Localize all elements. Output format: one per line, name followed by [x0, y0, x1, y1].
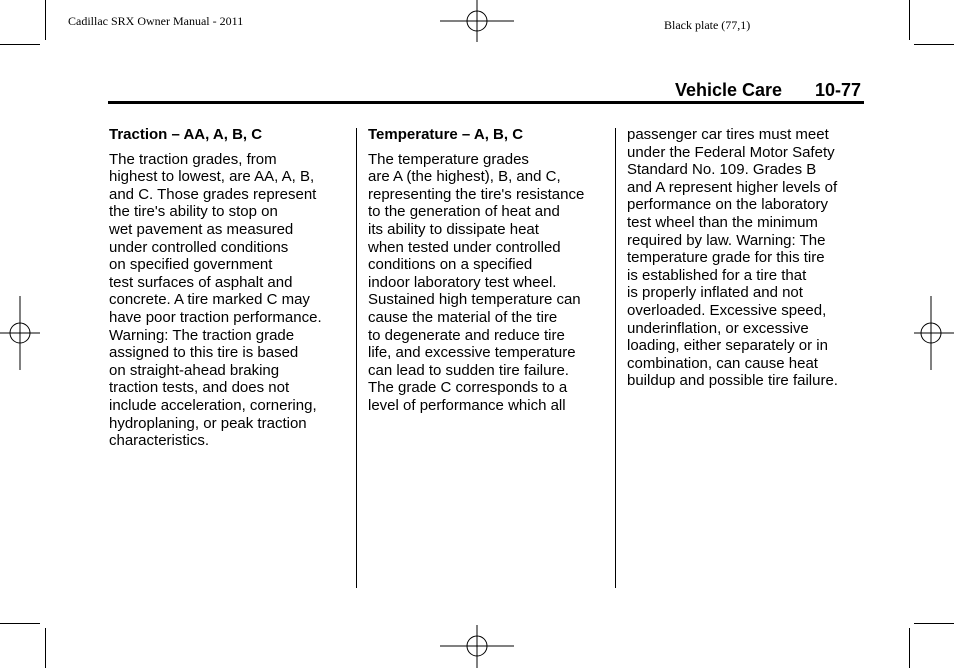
- text-line: overloaded. Excessive speed,: [627, 301, 827, 319]
- text-line: to degenerate and reduce tire: [368, 326, 565, 344]
- text-line: temperature grade for this tire: [627, 249, 825, 267]
- text-line: characteristics.: [109, 432, 210, 450]
- text-line: required by law. Warning: The: [627, 231, 826, 249]
- text-line: loading, either separately or in: [627, 337, 828, 355]
- text-line: and C. Those grades represent: [109, 185, 317, 203]
- text-line: the tire's ability to stop on: [109, 203, 278, 221]
- text-line: The grade C corresponds to a: [368, 379, 568, 397]
- text-line: highest to lowest, are AA, A, B,: [109, 168, 315, 186]
- text-line: cause the material of the tire: [368, 308, 558, 326]
- text-line: concrete. A tire marked C may: [109, 291, 310, 309]
- registration-mark-bottom: [440, 625, 514, 668]
- text-line: include acceleration, cornering,: [109, 396, 317, 414]
- text-line: on straight-ahead braking: [109, 361, 280, 379]
- text-line: test surfaces of asphalt and: [109, 273, 293, 291]
- text-line: under controlled conditions: [109, 238, 289, 256]
- text-line: passenger car tires must meet: [627, 126, 829, 143]
- text-line: to the generation of heat and: [368, 203, 560, 221]
- text-line: conditions on a specified: [368, 256, 533, 274]
- plate-manual-title: Cadillac SRX Owner Manual - 2011: [68, 14, 244, 28]
- paragraph-continued: [627, 126, 863, 390]
- text-line: Standard No. 109. Grades B: [627, 161, 817, 179]
- column-temperature: [368, 126, 604, 415]
- text-line: have poor traction performance.: [109, 308, 322, 326]
- text-line: wet pavement as measured: [109, 220, 294, 238]
- text-line: indoor laboratory test wheel.: [368, 273, 557, 291]
- header-rule: [108, 101, 864, 104]
- text-line: can lead to sudden tire failure.: [368, 361, 569, 379]
- column-divider-1: [356, 128, 357, 588]
- text-line: level of performance which all: [368, 396, 566, 414]
- page-number: 10-77: [815, 80, 862, 100]
- column-traction: [109, 126, 345, 450]
- text-line: its ability to dissipate heat: [368, 220, 539, 238]
- column-continued: [627, 126, 863, 390]
- registration-mark-left: [0, 296, 40, 370]
- text-line: Sustained high temperature can: [368, 291, 581, 309]
- heading-temperature: Temperature – A, B, C: [368, 126, 524, 143]
- plate-number: Black plate (77,1): [664, 18, 751, 32]
- text-line: on specified government: [109, 256, 273, 274]
- text-line: under the Federal Motor Safety: [627, 143, 835, 161]
- text-line: Warning: The traction grade: [109, 326, 295, 344]
- registration-mark-top: [440, 0, 514, 46]
- text-line: hydroplaning, or peak traction: [109, 414, 307, 432]
- paragraph-traction: [109, 151, 345, 450]
- text-line: and A represent higher levels of: [627, 178, 838, 196]
- text-line: representing the tire's resistance: [368, 185, 585, 203]
- text-line: buildup and possible tire failure.: [627, 372, 838, 390]
- text-line: life, and excessive temperature: [368, 344, 576, 362]
- text-line: The traction grades, from: [109, 150, 277, 168]
- text-line: The temperature grades: [368, 150, 529, 168]
- text-line: when tested under controlled: [368, 238, 561, 256]
- heading-traction: Traction – AA, A, B, C: [109, 126, 263, 143]
- column-divider-2: [615, 128, 616, 588]
- text-line: is established for a tire that: [627, 266, 807, 284]
- text-line: underinflation, or excessive: [627, 319, 809, 337]
- text-line: traction tests, and does not: [109, 379, 290, 397]
- text-line: is properly inflated and not: [627, 284, 803, 302]
- text-line: assigned to this tire is based: [109, 344, 299, 362]
- registration-mark-right: [914, 296, 954, 370]
- section-title: Vehicle Care: [675, 80, 783, 100]
- paragraph-temperature: [368, 151, 604, 415]
- text-line: performance on the laboratory: [627, 196, 828, 214]
- text-line: combination, can cause heat: [627, 354, 818, 372]
- text-line: are A (the highest), B, and C,: [368, 168, 561, 186]
- text-line: test wheel than the minimum: [627, 213, 818, 231]
